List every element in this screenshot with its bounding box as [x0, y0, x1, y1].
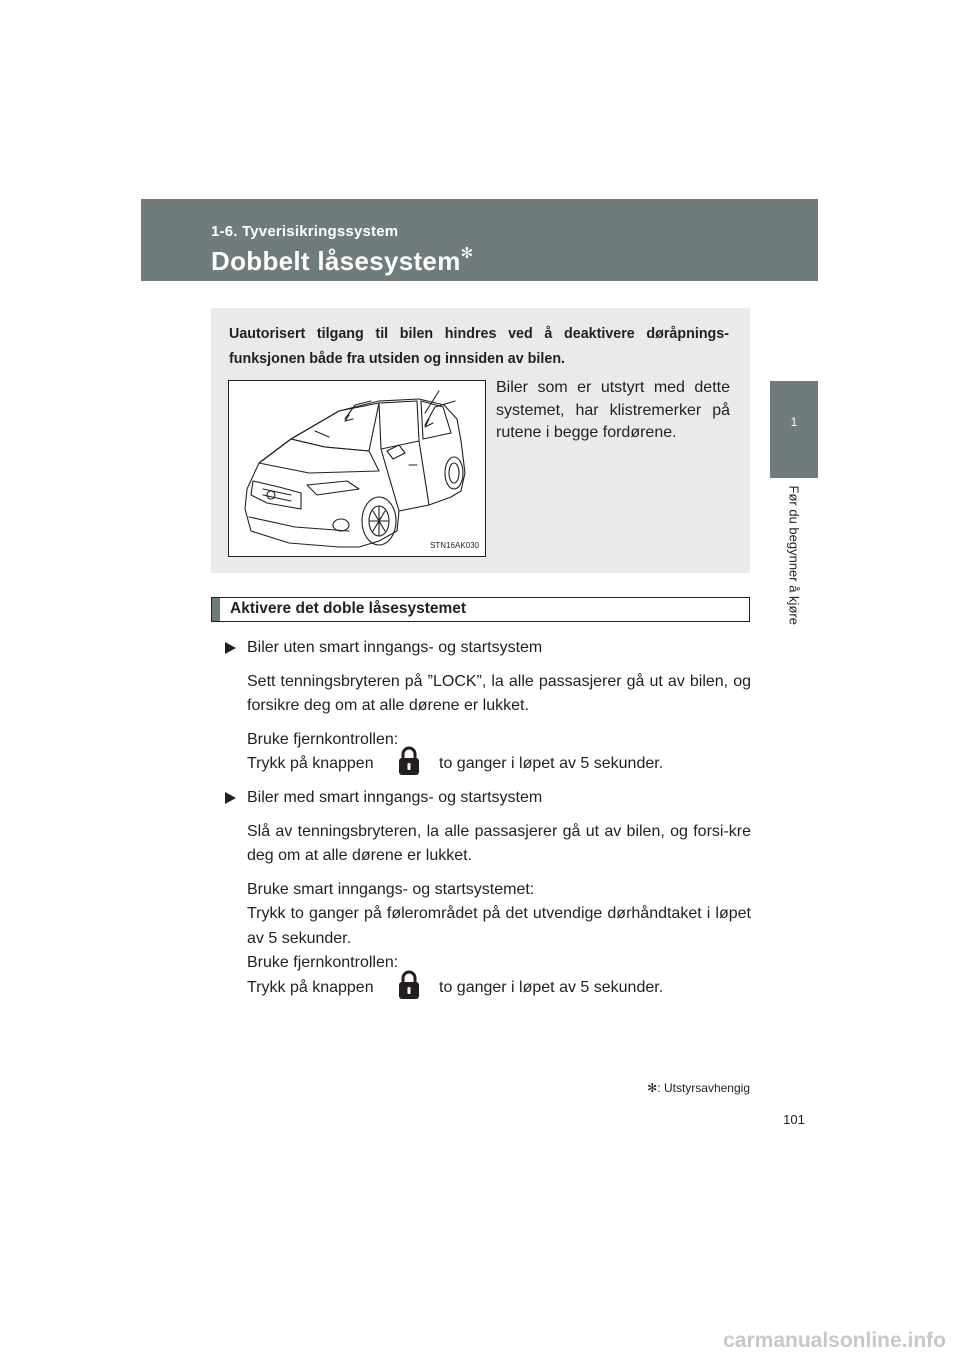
press-button-line [211, 752, 751, 777]
instruction-paragraph: Bruke fjernkontrollen: [247, 954, 399, 971]
subsection-title: Aktivere det doble låsesystemet [230, 600, 467, 617]
instruction-paragraph: Trykk to ganger på følerområdet på det utvendige dørhåndtaket i løpet av 5 sekunder. [247, 905, 751, 947]
chapter-title: Før du begynner å kjøre [786, 485, 802, 625]
instruction-paragraph: Slå av tenningsbryteren, la alle passasjerer gå ut av bilen, og forsi-kre deg om at alle dørene er lukket. [247, 822, 751, 864]
triangle-bullet-icon [225, 642, 236, 654]
chapter-tab [770, 381, 818, 478]
image-code: STN16AK030 [430, 541, 479, 550]
press-text: Trykk på knappen [247, 978, 374, 996]
page-number: 101 [783, 1112, 805, 1127]
subsection-header [211, 597, 750, 622]
footnote: ✻: Utstyrsavhengig [647, 1081, 750, 1095]
page-header [141, 199, 818, 281]
press-text-end: to ganger i løpet av 5 sekunder. [439, 978, 664, 996]
watermark: carmanualsonline.info [723, 1329, 946, 1352]
press-button-line [211, 976, 751, 1001]
press-text-end: to ganger i løpet av 5 sekunder. [439, 755, 664, 772]
instruction-paragraph: Sett tenningsbryteren på ”LOCK”, la alle passasjerer gå ut av bilen, og forsikre deg om at alle dørene er lukket. [247, 672, 751, 714]
car-drawing-icon [229, 381, 485, 556]
press-text: Trykk på knappen [247, 755, 374, 772]
sticker-note: Biler som er utstyrt med dette systemet, har klistremerker på rutene i begge fordørene. [496, 379, 730, 441]
triangle-bullet-icon [225, 792, 236, 804]
case-heading-2 [211, 786, 751, 811]
case-heading-1 [211, 636, 751, 661]
lock-icon [397, 746, 421, 776]
section-label: 1-6. Tyverisikringssystem [211, 223, 399, 240]
instructions [211, 636, 751, 1001]
page-title [211, 246, 473, 277]
intro-line-1: Uautorisert tilgang til bilen hindres ved å deaktivere døråpnings- [229, 326, 729, 342]
car-illustration [228, 380, 486, 557]
instruction-paragraph: Bruke smart inngangs- og startsystemet: [247, 880, 535, 898]
chapter-title-vertical [784, 485, 804, 708]
instruction-paragraph: Bruke fjernkontrollen: [247, 730, 399, 748]
page-title-text: Dobbelt låsesystem [211, 246, 461, 276]
intro-box [211, 308, 750, 573]
chapter-number: 1 [790, 415, 798, 429]
lock-icon [397, 970, 421, 1000]
intro-text [229, 322, 729, 372]
case-heading-text: Biler uten smart inngangs- og startsystem [247, 639, 543, 656]
optional-equipment-mark: ✻ [460, 245, 474, 262]
case-heading-text: Biler med smart inngangs- og startsystem [247, 789, 543, 806]
intro-line-2: funksjonen både fra utsiden og innsiden av bilen. [229, 351, 566, 367]
